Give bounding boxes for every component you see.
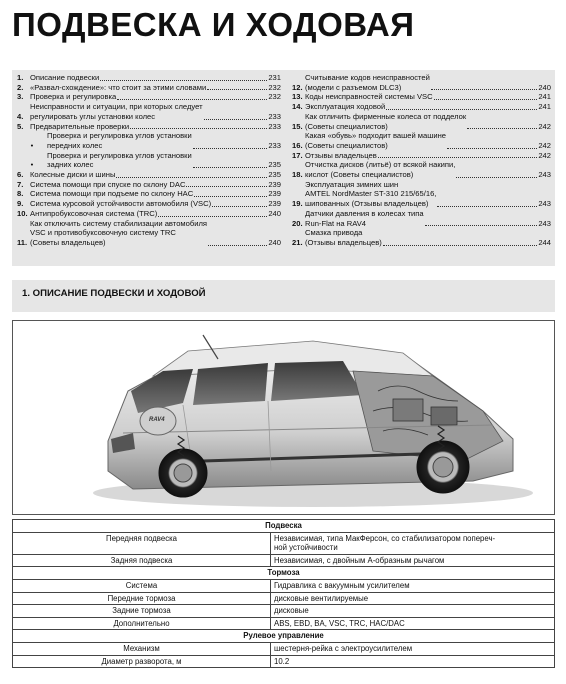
toc-right-column [292, 73, 551, 248]
toc-item-label: Как отключить систему стабилизации автомобиля VSC и противобуксовочную систему TRC (Советы владельцев) [30, 218, 207, 247]
spec-key: Передняя подвеска [13, 532, 271, 554]
toc-leader-dots [208, 239, 267, 246]
toc-item[interactable] [292, 73, 551, 92]
spec-section-title: Рулевое управление [13, 630, 555, 643]
toc-item-number: 18. [292, 170, 303, 180]
spec-table [12, 519, 555, 668]
toc-leader-dots [204, 113, 268, 120]
spec-section-title: Подвеска [13, 520, 555, 533]
toc-item[interactable] [292, 228, 551, 247]
toc-item-page: 233 [268, 140, 281, 150]
spec-value: шестерня-рейка с электроусилителем [271, 642, 555, 655]
toc-item-number: 2. [17, 82, 24, 92]
table-row [13, 655, 555, 668]
toc-leader-dots [117, 93, 267, 100]
toc-item[interactable] [17, 92, 281, 102]
toc-leader-dots [193, 161, 268, 168]
toc-item[interactable] [17, 73, 281, 83]
toc-item-page: 239 [268, 189, 281, 199]
toc-item-label: Смазка привода (Отзывы владельцев) [305, 228, 382, 247]
toc-item-label: Описание подвески [30, 73, 100, 82]
toc-item[interactable] [17, 131, 281, 150]
toc-item-number: 5. [17, 121, 24, 131]
toc-item-number: 1. [17, 73, 24, 82]
toc-item[interactable] [17, 151, 281, 170]
spec-value: Гидравлика с вакуумным усилителем [271, 579, 555, 592]
spec-section-row [13, 520, 555, 533]
toc-item[interactable] [292, 209, 551, 228]
toc-leader-dots [437, 200, 537, 207]
toc-item-number: 4. [17, 111, 24, 121]
toc-leader-dots [194, 190, 267, 197]
table-row [13, 579, 555, 592]
toc-item-page: 242 [538, 140, 551, 150]
spec-key: Диаметр разворота, м [13, 655, 271, 668]
section-header [12, 280, 555, 312]
toc-item-page: 244 [538, 237, 551, 247]
toc-item[interactable] [292, 151, 551, 161]
section-title: 1. ОПИСАНИЕ ПОДВЕСКИ И ХОДОВОЙ [22, 288, 206, 299]
toc-item-label: Отзывы владельцев [305, 150, 377, 160]
toc-item-label: Какая «обувь» подходит вашей машине (Советы специалистов) [305, 131, 446, 150]
toc-item-number: 12. [292, 82, 303, 92]
toc-item-number: 14. [292, 102, 303, 112]
toc-item-label: Система помощи при спуске по склону DAC [30, 179, 186, 189]
toc-item-label: Колесные диски и шины [30, 170, 116, 180]
spec-key: Задняя подвеска [13, 554, 271, 567]
toc-leader-dots [158, 210, 267, 217]
toc-item[interactable] [17, 209, 281, 219]
table-row [13, 642, 555, 655]
toc-leader-dots [456, 171, 537, 178]
toc-item-number: 16. [292, 140, 303, 150]
toc-item-page: 231 [268, 73, 281, 82]
toc-item-label: Считывание кодов неисправностей (модели с разъемом DLC3) [305, 73, 430, 92]
toc-item-number: 6. [17, 170, 24, 180]
toc-item-page: 233 [268, 111, 281, 121]
table-of-contents [12, 70, 555, 266]
toc-item-page: 239 [268, 199, 281, 209]
toc-item[interactable] [17, 219, 281, 248]
toc-item-label: Неисправности и ситуации, при которых следует регулировать углы установки колес [30, 102, 203, 121]
toc-item[interactable] [292, 102, 551, 112]
toc-item-number: • [30, 140, 34, 150]
toc-item-label: Коды неисправностей системы VSC [305, 92, 433, 102]
toc-item-number: 7. [17, 179, 24, 189]
spec-value: 10.2 [271, 655, 555, 668]
toc-item-label: Антипробуксовочная система (TRC) [30, 208, 158, 218]
toc-item[interactable] [17, 170, 281, 180]
toc-item[interactable] [17, 83, 281, 93]
toc-item[interactable] [17, 189, 281, 199]
toc-leader-dots [100, 74, 267, 81]
spec-value: дисковые вентилируемые [271, 592, 555, 605]
toc-item-label: Проверка и регулировка [30, 92, 117, 102]
toc-item[interactable] [17, 122, 281, 132]
toc-leader-dots [378, 151, 538, 158]
toc-leader-dots [212, 200, 267, 207]
toc-item-number: 13. [292, 92, 303, 102]
rav4-badge: RAV4 [149, 417, 165, 423]
toc-item-number: 9. [17, 199, 24, 209]
toc-item-page: 241 [538, 102, 551, 112]
toc-item-page: 232 [268, 92, 281, 102]
toc-left-column [17, 73, 281, 248]
toc-item[interactable] [292, 160, 551, 179]
toc-item[interactable] [17, 199, 281, 209]
spec-value: Независимая, типа МакФерсон, со стабилизатором попереч- ной устойчивости [271, 532, 555, 554]
spec-value: ABS, EBD, BA, VSC, TRC, HAC/DAC [271, 617, 555, 630]
toc-item-page: 240 [268, 237, 281, 247]
toc-leader-dots [193, 142, 268, 149]
toc-item-label: Эксплуатация зимних шин AMTEL NordMaster ST-310 215/65/16, шипованных (Отзывы владельцев) [305, 179, 437, 209]
toc-item-number: 10. [17, 208, 28, 218]
toc-item-label: «Развал-схождение»: что стоит за этими словами [30, 82, 207, 92]
toc-leader-dots [425, 219, 538, 226]
spec-section-row [13, 630, 555, 643]
toc-item[interactable] [17, 180, 281, 190]
table-row [13, 554, 555, 567]
toc-leader-dots [207, 83, 267, 90]
spec-key: Задние тормоза [13, 605, 271, 618]
toc-item-page: 241 [538, 92, 551, 102]
spec-value: Независимая, с двойным А-образным рычагом [271, 554, 555, 567]
toc-item-label: Система курсовой устойчивости автомобиля (VSC) [30, 199, 212, 209]
toc-item-number: 3. [17, 92, 24, 102]
toc-leader-dots [386, 103, 537, 110]
toc-leader-dots [130, 122, 267, 129]
toc-item-label: Эксплуатация ходовой [305, 102, 386, 112]
toc-item-label: Проверка и регулировка углов установки задних колес [47, 150, 192, 170]
toc-item-label: Отчистка дисков (литьё) от всякой накипи, кислот (Советы специалистов) [305, 160, 456, 180]
table-row [13, 617, 555, 630]
toc-item-page: 233 [268, 121, 281, 131]
spec-value: дисковые [271, 605, 555, 618]
toc-item[interactable] [292, 92, 551, 102]
toc-item-label: Предварительные проверки [30, 121, 130, 131]
spec-section-title: Тормоза [13, 567, 555, 580]
toc-item-page: 243 [538, 218, 551, 228]
table-row [13, 592, 555, 605]
toc-item[interactable] [292, 180, 551, 209]
toc-leader-dots [431, 83, 537, 90]
toc-item-page: 235 [268, 160, 281, 170]
toc-leader-dots [383, 239, 538, 246]
spec-key: Передние тормоза [13, 592, 271, 605]
toc-item-label: Проверка и регулировка углов установки передних колес [47, 131, 192, 150]
spec-key: Дополнительно [13, 617, 271, 630]
toc-item-number: 15. [292, 121, 303, 131]
toc-item-page: 243 [538, 170, 551, 180]
toc-item-page: 232 [268, 82, 281, 92]
toc-item-number: 21. [292, 237, 303, 247]
toc-item-label: Датчики давления в колесах типа Run-Flat на RAV4 [305, 208, 424, 228]
car-cutaway-figure [12, 320, 555, 515]
toc-item-page: 235 [268, 170, 281, 180]
toc-item-page: 240 [538, 82, 551, 92]
toc-item-page: 242 [538, 121, 551, 131]
toc-item-number: 19. [292, 199, 303, 209]
toc-item[interactable] [292, 131, 551, 150]
toc-item-page: 240 [268, 208, 281, 218]
car-cutaway-illustration [13, 321, 554, 514]
table-row [13, 532, 555, 554]
table-row [13, 605, 555, 618]
toc-leader-dots [467, 122, 537, 129]
page-title: ПОДВЕСКА И ХОДОВАЯ [12, 6, 415, 43]
toc-item-page: 243 [538, 199, 551, 209]
spec-section-row [13, 567, 555, 580]
toc-item-number: • [30, 160, 34, 170]
toc-leader-dots [116, 171, 267, 178]
toc-leader-dots [186, 180, 267, 187]
toc-item[interactable] [292, 112, 551, 131]
spec-key: Система [13, 579, 271, 592]
toc-item-number: 20. [292, 218, 303, 228]
toc-item-number: 8. [17, 189, 24, 199]
toc-leader-dots [447, 142, 537, 149]
toc-item-page: 239 [268, 179, 281, 189]
toc-leader-dots [434, 93, 538, 100]
toc-item-number: 11. [17, 237, 28, 247]
toc-item-number: 17. [292, 150, 303, 160]
toc-item-label: Как отличить фирменные колеса от подделок (Советы специалистов) [305, 111, 467, 131]
toc-item[interactable] [17, 102, 281, 121]
toc-item-label: Система помощи при подъеме по склону HAC [30, 189, 194, 199]
toc-item-page: 242 [538, 150, 551, 160]
spec-key: Механизм [13, 642, 271, 655]
